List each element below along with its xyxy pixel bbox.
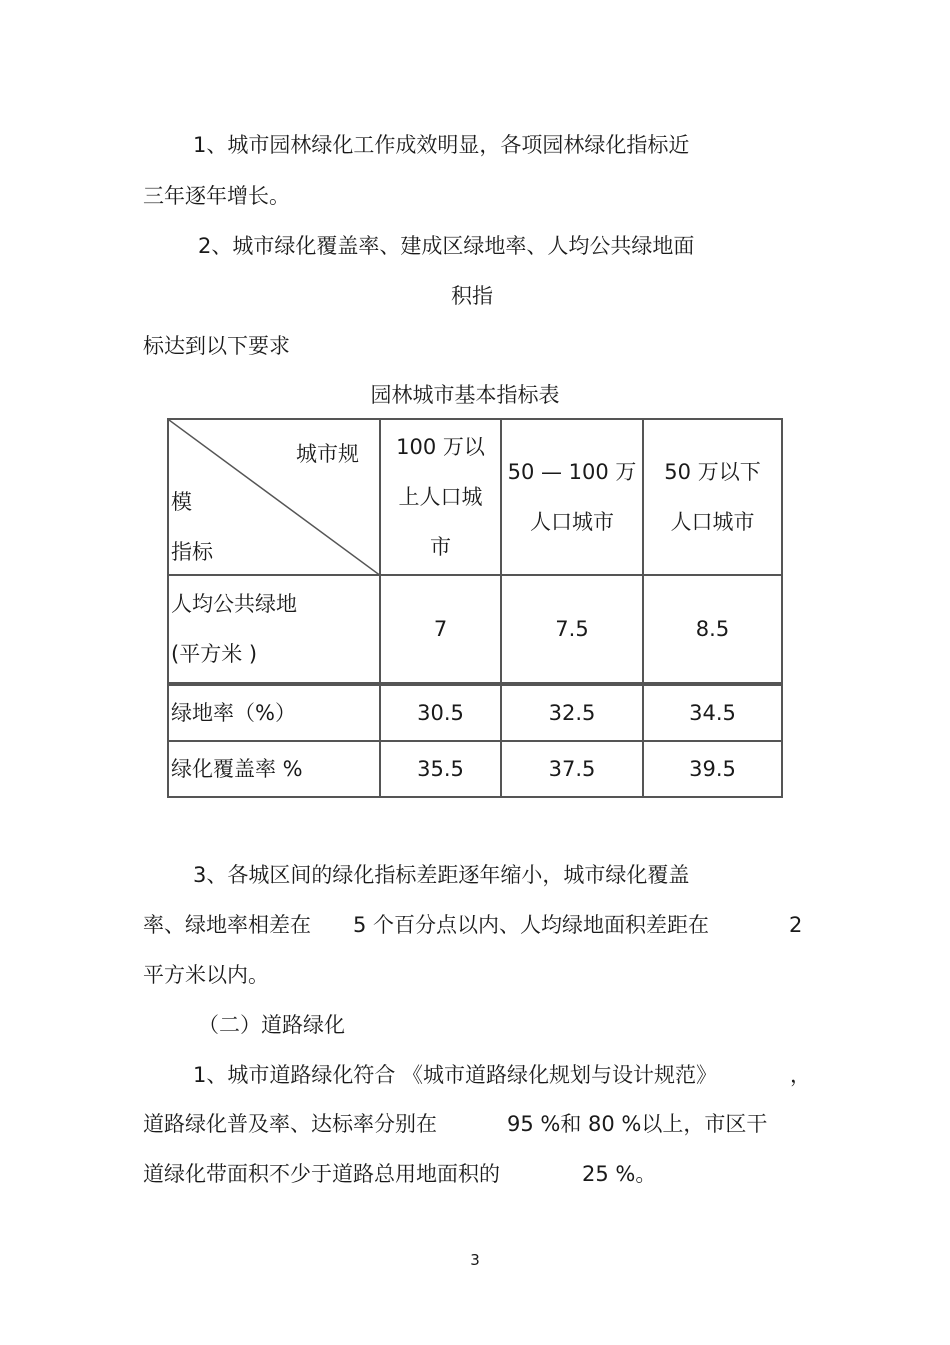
table-cell: 30.5 [380, 684, 501, 741]
corner-label-middle: 模 [171, 490, 192, 514]
row-label: 绿地率（%） [168, 684, 380, 741]
corner-label-top: 城市规 [296, 442, 359, 466]
table-row [168, 684, 782, 741]
row-label [168, 575, 380, 684]
column-header-1 [380, 419, 501, 575]
column-header-3-line: 50 万以下 [664, 460, 761, 484]
table-cell: 7 [380, 575, 501, 684]
paragraph-2-line-1: 2、城市绿化覆盖率、建成区绿地率、人均公共绿地面 [198, 234, 695, 258]
paragraph-4-line-3b: 25 %。 [582, 1162, 657, 1186]
paragraph-2-line-3: 标达到以下要求 [143, 334, 290, 358]
section-heading: （二）道路绿化 [198, 1013, 345, 1037]
paragraph-2-line-2: 积指 [451, 284, 493, 308]
table-row [168, 575, 782, 684]
column-header-2-line: 人口城市 [530, 510, 614, 534]
paragraph-4-line-2b: 95 %和 80 %以上，市区干 [507, 1112, 768, 1136]
paragraph-4-line-2a: 道路绿化普及率、达标率分别在 [143, 1112, 437, 1136]
column-header-2 [501, 419, 643, 575]
table-corner-cell [168, 419, 380, 575]
paragraph-1-line-1: 1、城市园林绿化工作成效明显，各项园林绿化指标近 [193, 133, 690, 157]
row-label-line: 人均公共绿地 [171, 592, 297, 616]
paragraph-3-line-2a: 率、绿地率相差在 [143, 913, 311, 937]
corner-label-bottom: 指标 [171, 540, 213, 564]
table-cell: 7.5 [501, 575, 643, 684]
column-header-3-line: 人口城市 [670, 510, 755, 534]
paragraph-4-line-1a: 1、城市道路绿化符合 《城市道路绿化规划与设计规范》 [193, 1063, 718, 1087]
paragraph-3-line-2c: 2 [789, 913, 803, 937]
table-header-row [168, 419, 782, 575]
metrics-table [167, 418, 783, 798]
paragraph-3-line-1: 3、各城区间的绿化指标差距逐年缩小，城市绿化覆盖 [193, 863, 690, 887]
table-caption: 园林城市基本指标表 [370, 383, 560, 407]
column-header-3 [643, 419, 782, 575]
table-cell: 37.5 [501, 741, 643, 797]
row-label: 绿化覆盖率 % [168, 741, 380, 797]
column-header-2-line: 50 — 100 万 [507, 460, 637, 484]
table-cell: 35.5 [380, 741, 501, 797]
table-cell: 8.5 [643, 575, 782, 684]
column-header-1-line: 上人口城 [398, 485, 483, 509]
table-cell: 32.5 [501, 684, 643, 741]
table-row [168, 741, 782, 797]
table-cell: 34.5 [643, 684, 782, 741]
page-number: 3 [470, 1251, 480, 1269]
table-cell: 39.5 [643, 741, 782, 797]
paragraph-3-line-2b: 5 个百分点以内、人均绿地面积差距在 [353, 913, 710, 937]
column-header-1-line: 100 万以 [396, 435, 485, 459]
paragraph-4-line-1b: ， [790, 1063, 811, 1087]
row-label-line: (平方米 ) [171, 642, 258, 666]
column-header-1-line: 市 [430, 535, 451, 559]
paragraph-1-line-2: 三年逐年增长。 [143, 184, 290, 208]
paragraph-4-line-3a: 道绿化带面积不少于道路总用地面积的 [143, 1162, 500, 1186]
paragraph-3-line-3: 平方米以内。 [143, 963, 269, 987]
